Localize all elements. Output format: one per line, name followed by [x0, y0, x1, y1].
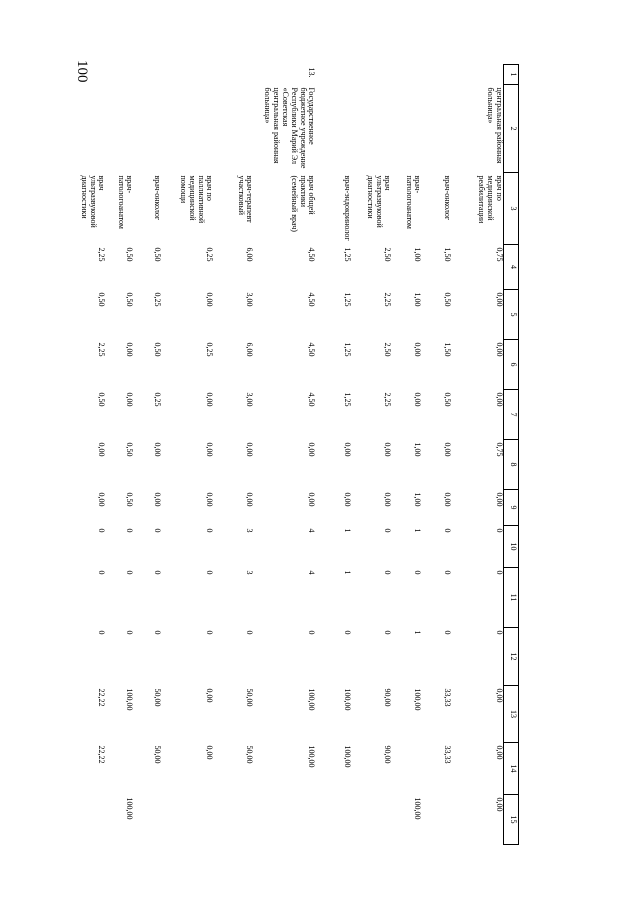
value-col-4: 6,00	[245, 247, 255, 262]
column-header: 5	[504, 290, 519, 340]
value-col-6: 0,50	[153, 342, 163, 357]
column-header: 3	[504, 173, 519, 245]
value-col-12: 0	[443, 630, 453, 635]
value-col-11: 0	[97, 570, 107, 575]
row-number	[316, 65, 352, 85]
value-col-14: 22,22	[97, 745, 107, 764]
specialty-name: врач по паллиативной медицинской помощи	[178, 175, 215, 224]
value-col-7: 0,00	[125, 392, 135, 407]
value-col-14: 100,00	[307, 745, 317, 768]
value-col-11: 0	[413, 570, 423, 575]
row-number	[134, 65, 162, 85]
row-number	[106, 65, 134, 85]
value-col-5: 0,50	[97, 292, 107, 307]
table-row	[392, 65, 422, 845]
value-col-9: 0,00	[343, 492, 353, 507]
value-col-8: 0,75	[495, 442, 504, 457]
value-col-14: 100,00	[343, 745, 353, 768]
column-header: 6	[504, 340, 519, 390]
value-col-8: 0,00	[205, 442, 215, 457]
value-col-6: 4,50	[307, 342, 317, 357]
value-col-5: 0,00	[205, 292, 215, 307]
value-col-9: 0,00	[307, 492, 317, 507]
value-col-13: 100,00	[413, 688, 423, 711]
value-col-10: 0	[205, 528, 215, 533]
specialty-name: врач-эндокринолог	[343, 175, 353, 241]
value-col-15	[316, 795, 352, 845]
value-col-10: 4	[307, 528, 317, 533]
value-col-12: 0	[153, 630, 163, 635]
value-col-11: 4	[307, 570, 317, 575]
column-header: 10	[504, 526, 519, 568]
value-col-4: 2,50	[383, 247, 393, 262]
value-col-7: 0,50	[97, 392, 107, 407]
table-row	[162, 65, 214, 845]
value-col-11: 0	[443, 570, 453, 575]
value-col-4: 4,50	[307, 247, 317, 262]
column-header: 4	[504, 245, 519, 290]
value-col-9: 0,00	[443, 492, 453, 507]
table-row	[214, 65, 254, 845]
value-col-10: 0	[495, 528, 504, 533]
value-col-10: 1	[413, 528, 423, 533]
specialty-name: врач-патологоанатом	[116, 175, 135, 229]
value-col-7: 0,00	[495, 392, 504, 407]
value-col-14: 0,00	[495, 745, 504, 760]
value-col-8: 0,00	[97, 442, 107, 457]
table-row	[316, 65, 352, 845]
column-header: 9	[504, 490, 519, 526]
value-col-5: 0,25	[153, 292, 163, 307]
specialty-name: врач ультразвуковой диагностики	[365, 175, 393, 228]
value-col-11: 0	[205, 570, 215, 575]
value-col-9: 0,50	[125, 492, 135, 507]
value-col-11: 1	[343, 570, 353, 575]
value-col-6: 1,25	[343, 342, 353, 357]
organization-name: Государственное бюджетное учреждение Республики Марий Эл «Советская центральная районная больница»	[262, 87, 317, 169]
value-col-5: 0,50	[125, 292, 135, 307]
value-col-15	[214, 795, 254, 845]
row-number	[352, 65, 392, 85]
value-col-13: 100,00	[125, 688, 135, 711]
column-header: 8	[504, 440, 519, 490]
value-col-14: 50,00	[245, 745, 255, 764]
value-col-10: 0	[97, 528, 107, 533]
table-row	[254, 65, 316, 845]
organization-name	[214, 85, 254, 173]
column-header: 11	[504, 568, 519, 628]
value-col-12: 0	[205, 630, 215, 635]
column-header: 13	[504, 686, 519, 743]
organization-name	[316, 85, 352, 173]
value-col-4: 0,25	[205, 247, 215, 262]
specialty-name: врач ультразвуковой диагностики	[79, 175, 107, 228]
staffing-table	[70, 64, 520, 845]
value-col-4: 1,50	[443, 247, 453, 262]
value-col-13: 100,00	[343, 688, 353, 711]
value-col-11: 3	[245, 570, 255, 575]
organization-name	[352, 85, 392, 173]
value-col-15: 100,00	[125, 797, 135, 820]
table-row	[70, 65, 106, 845]
value-col-6: 0,00	[413, 342, 423, 357]
value-col-6: 2,25	[97, 342, 107, 357]
value-col-15	[422, 795, 452, 845]
row-number	[162, 65, 214, 85]
value-col-13: 33,33	[443, 688, 453, 707]
value-col-9: 0,00	[383, 492, 393, 507]
column-number-header-row	[504, 65, 519, 845]
row-number	[452, 65, 504, 85]
value-col-13: 0,00	[495, 688, 504, 703]
value-col-4: 0,50	[125, 247, 135, 262]
value-col-9: 0,00	[153, 492, 163, 507]
value-col-9: 0,00	[205, 492, 215, 507]
value-col-7: 3,00	[245, 392, 255, 407]
row-number	[422, 65, 452, 85]
specialty-name: врач-онколог	[443, 175, 453, 221]
value-col-9: 0,00	[495, 492, 504, 507]
value-col-14: 90,00	[383, 745, 393, 764]
column-header: 7	[504, 390, 519, 440]
value-col-4: 0,50	[153, 247, 163, 262]
value-col-12: 0	[97, 630, 107, 635]
value-col-15	[70, 795, 106, 845]
value-col-5: 3,00	[245, 292, 255, 307]
value-col-7: 0,25	[153, 392, 163, 407]
column-header: 14	[504, 743, 519, 795]
value-col-6: 1,50	[443, 342, 453, 357]
organization-name	[422, 85, 452, 173]
row-number	[392, 65, 422, 85]
organization-name	[70, 85, 106, 173]
value-col-9: 1,00	[413, 492, 423, 507]
value-col-9: 0,00	[245, 492, 255, 507]
value-col-15	[254, 795, 316, 845]
specialty-name: врач-патологоанатом	[404, 175, 423, 229]
value-col-10: 1	[343, 528, 353, 533]
value-col-5: 1,00	[413, 292, 423, 307]
organization-name	[162, 85, 214, 173]
value-col-11: 0	[495, 570, 504, 575]
value-col-10: 0	[443, 528, 453, 533]
value-col-12: 0	[495, 630, 504, 635]
value-col-15: 0,00	[495, 797, 504, 812]
value-col-15	[134, 795, 162, 845]
value-col-4: 0,75	[495, 247, 504, 262]
value-col-7: 0,00	[205, 392, 215, 407]
row-number: 13.	[307, 67, 317, 78]
value-col-8: 0,00	[383, 442, 393, 457]
value-col-12: 0	[125, 630, 135, 635]
specialty-name: врач-онколог	[153, 175, 163, 221]
value-col-6: 0,00	[495, 342, 504, 357]
column-header: 12	[504, 628, 519, 686]
value-col-12: 0	[307, 630, 317, 635]
value-col-6: 0,00	[125, 342, 135, 357]
value-col-14: 0,00	[205, 745, 215, 760]
value-col-8: 0,00	[307, 442, 317, 457]
row-number	[214, 65, 254, 85]
value-col-5: 0,00	[495, 292, 504, 307]
value-col-13: 22,22	[97, 688, 107, 707]
value-col-8: 1,00	[413, 442, 423, 457]
value-col-11: 0	[153, 570, 163, 575]
value-col-12: 1	[413, 630, 423, 635]
value-col-6: 2,50	[383, 342, 393, 357]
row-number	[70, 65, 106, 85]
value-col-8: 0,00	[153, 442, 163, 457]
specialty-name: врач-терапевт участковый	[236, 175, 255, 223]
value-col-11: 0	[125, 570, 135, 575]
value-col-6: 6,00	[245, 342, 255, 357]
organization-name	[392, 85, 422, 173]
column-header: 2	[504, 85, 519, 173]
value-col-10: 3	[245, 528, 255, 533]
specialty-name: врач по медицинской реабилитации	[477, 175, 504, 224]
table-row	[106, 65, 134, 845]
organization-name: центральная районная больница»	[486, 87, 504, 164]
value-col-4: 2,25	[97, 247, 107, 262]
value-col-15: 100,00	[413, 797, 423, 820]
value-col-5: 0,50	[443, 292, 453, 307]
specialty-name: врач общей практики (семейный врач)	[289, 175, 317, 232]
table-row	[452, 65, 504, 845]
value-col-13: 50,00	[245, 688, 255, 707]
value-col-14	[106, 743, 134, 795]
value-col-10: 0	[383, 528, 393, 533]
value-col-7: 2,25	[383, 392, 393, 407]
table-row	[134, 65, 162, 845]
organization-name	[134, 85, 162, 173]
value-col-5: 1,25	[343, 292, 353, 307]
value-col-14: 50,00	[153, 745, 163, 764]
column-header: 1	[504, 65, 519, 85]
value-col-4: 1,25	[343, 247, 353, 262]
value-col-11: 0	[383, 570, 393, 575]
table-row	[352, 65, 392, 845]
value-col-13: 100,00	[307, 688, 317, 711]
value-col-7: 4,50	[307, 392, 317, 407]
value-col-13: 0,00	[205, 688, 215, 703]
value-col-9: 0,00	[97, 492, 107, 507]
value-col-13: 50,00	[153, 688, 163, 707]
page-number: 100	[74, 60, 90, 83]
value-col-12: 0	[383, 630, 393, 635]
value-col-7: 0,50	[443, 392, 453, 407]
value-col-8: 0,50	[125, 442, 135, 457]
value-col-15	[352, 795, 392, 845]
value-col-12: 0	[343, 630, 353, 635]
value-col-15	[162, 795, 214, 845]
value-col-5: 2,25	[383, 292, 393, 307]
value-col-10: 0	[153, 528, 163, 533]
value-col-14: 33,33	[443, 745, 453, 764]
value-col-14	[392, 743, 422, 795]
value-col-10: 0	[125, 528, 135, 533]
value-col-4: 1,00	[413, 247, 423, 262]
table-row	[422, 65, 452, 845]
value-col-5: 4,50	[307, 292, 317, 307]
value-col-8: 0,00	[343, 442, 353, 457]
value-col-13: 90,00	[383, 688, 393, 707]
value-col-12: 0	[245, 630, 255, 635]
value-col-7: 1,25	[343, 392, 353, 407]
value-col-6: 0,25	[205, 342, 215, 357]
organization-name	[106, 85, 134, 173]
value-col-8: 0,00	[245, 442, 255, 457]
value-col-7: 0,00	[413, 392, 423, 407]
value-col-8: 0,00	[443, 442, 453, 457]
column-header: 15	[504, 795, 519, 845]
rotated-table-container	[79, 64, 519, 844]
